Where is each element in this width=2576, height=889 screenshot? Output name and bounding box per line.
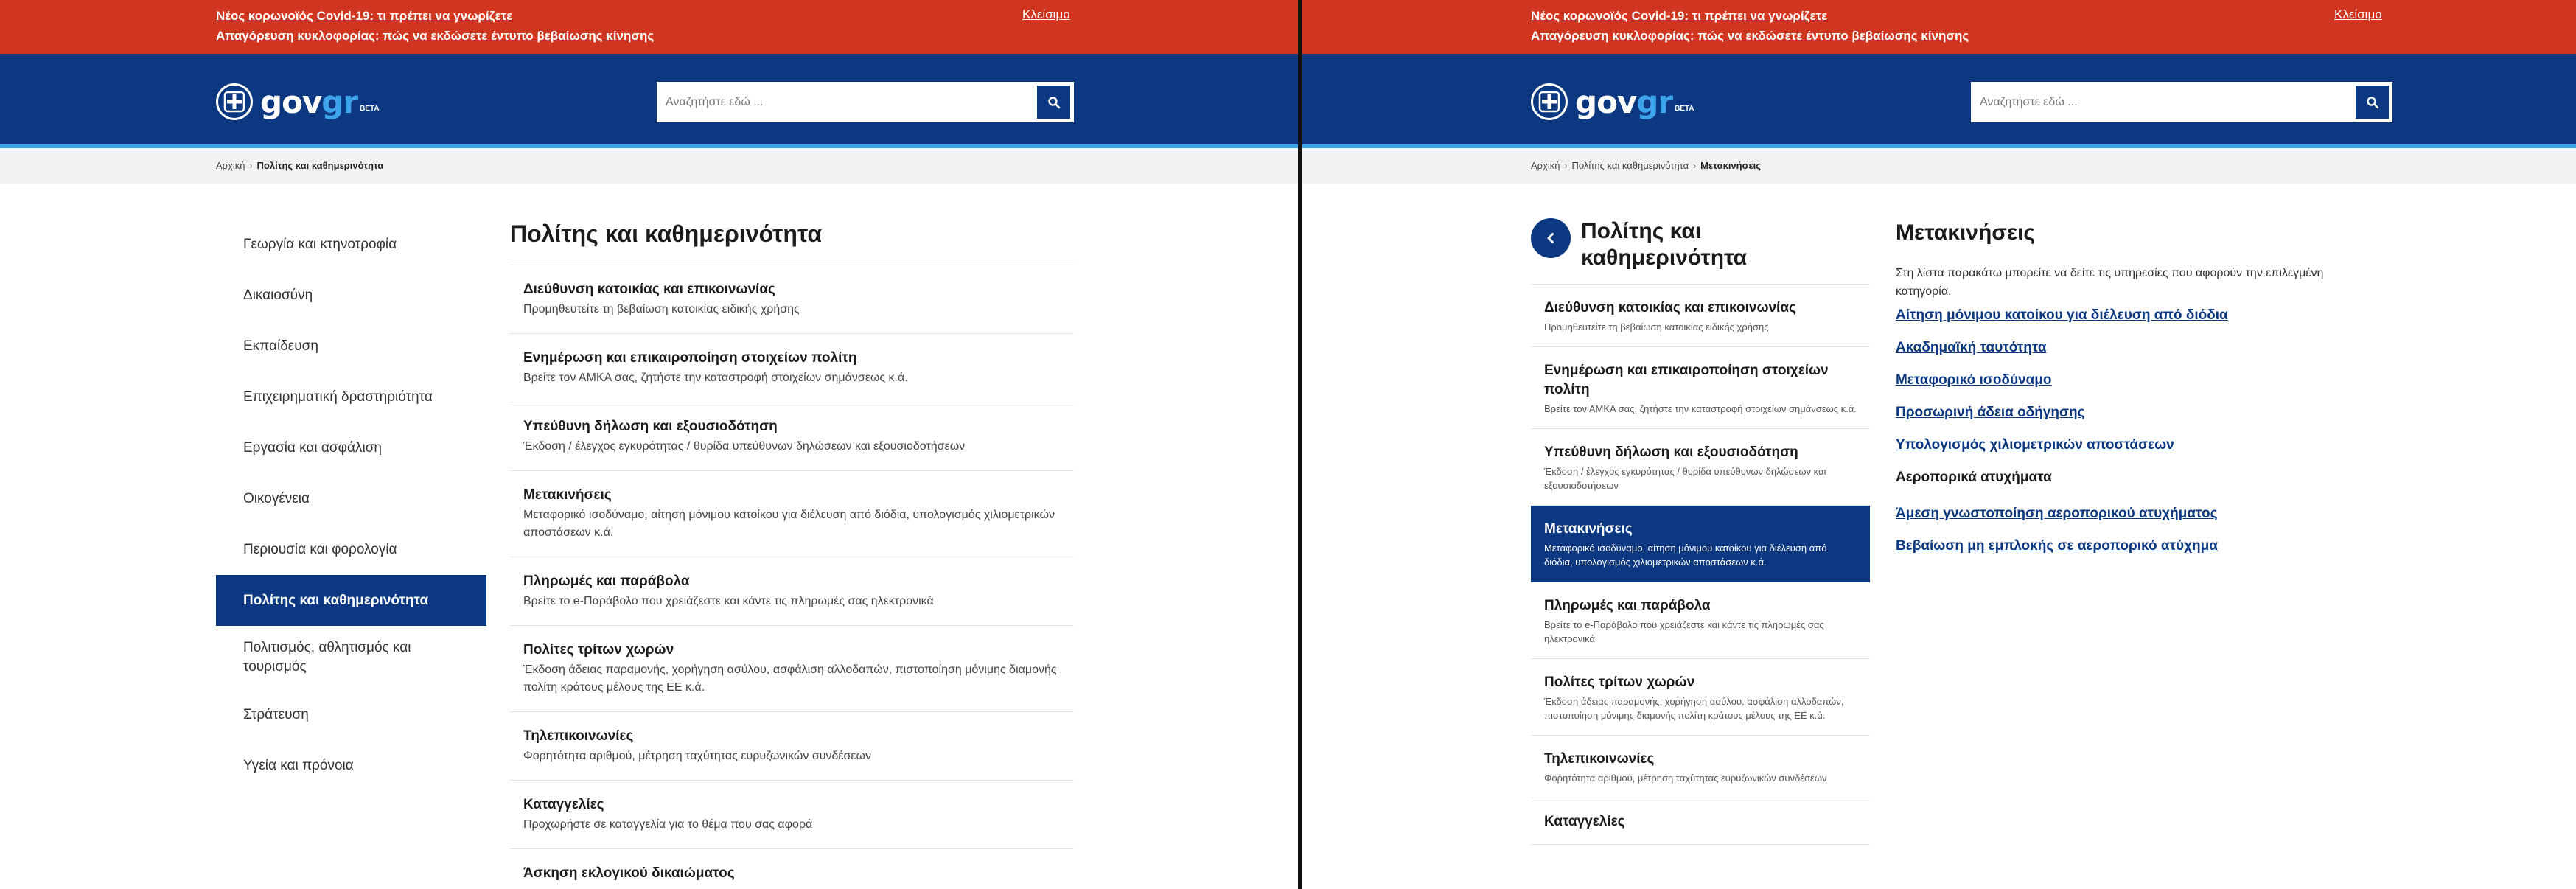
topic-title: Πληρωμές και παράβολα <box>1544 598 1711 613</box>
topic-item-residence[interactable] <box>510 265 1074 334</box>
search-icon <box>1047 96 1061 109</box>
topic-list <box>510 265 1074 889</box>
back-button[interactable] <box>1531 218 1571 258</box>
topic-item-declarations[interactable] <box>510 402 1074 471</box>
sidebar-item-education[interactable]: Εκπαίδευση <box>243 338 318 354</box>
topic-title: Τηλεπικοινωνίες <box>1544 751 1655 767</box>
topic-title: Πολίτες τρίτων χωρών <box>523 642 674 658</box>
logo-text <box>1575 84 1672 120</box>
topic-item-telecom[interactable] <box>1531 736 1870 798</box>
sidebar-item-employment[interactable]: Εργασία και ασφάλιση <box>243 439 382 456</box>
topic-desc: Βρείτε το e-Παράβολο που χρειάζεστε και κάντε τις πληρωμές σας ηλεκτρονικά <box>523 595 934 607</box>
breadcrumb-current: Μετακινήσεις <box>1700 160 1762 171</box>
sidebar-item-agriculture[interactable]: Γεωργία και κτηνοτροφία <box>243 236 397 252</box>
topic-title: Μετακινήσεις <box>1544 521 1633 537</box>
beta-badge: BETA <box>1675 104 1694 113</box>
emblem-icon <box>216 83 253 120</box>
logo-gov: gov <box>1575 83 1637 120</box>
govgr-logo[interactable] <box>1531 83 1694 120</box>
topic-desc: Έκδοση άδειας παραμονής, χορήγηση ασύλου, ασφάλιση αλλοδαπών, πιστοποίηση μόνιμης διαμονής πολίτη κράτους μέλους της ΕΕ κ.ά. <box>523 663 1057 694</box>
topic-title: Ενημέρωση και επικαιροποίηση στοιχείων πολίτη <box>1544 363 1829 397</box>
sidebar-item-citizen[interactable]: Πολίτης και καθημερινότητα <box>216 575 486 626</box>
search-button[interactable] <box>2356 86 2389 119</box>
service-link-distance-calc[interactable]: Υπολογισμός χιλιομετρικών αποστάσεων <box>1896 437 2174 453</box>
sidebar-item-family[interactable]: Οικογένεια <box>243 490 310 506</box>
topic-item-third-country[interactable] <box>510 626 1074 712</box>
topic-item-residence[interactable] <box>1531 285 1870 347</box>
service-links <box>1896 305 2397 455</box>
logo-gr: gr <box>1636 83 1673 120</box>
search-box <box>1971 82 2392 122</box>
movement-certificate-link[interactable]: Απαγόρευση κυκλοφορίας: πώς να εκδώσετε έντυπο βεβαίωσης κίνησης <box>1531 29 1969 43</box>
search-input[interactable] <box>1980 83 2347 121</box>
sidebar-item-justice[interactable]: Δικαιοσύνη <box>243 287 313 303</box>
air-accidents-heading: Αεροπορικά ατυχήματα <box>1896 470 2052 485</box>
category-header <box>1531 218 1870 271</box>
topic-desc: Φορητότητα αριθμού, μέτρηση ταχύτητας ευρυζωνικών συνδέσεων <box>523 750 871 762</box>
logo-text <box>260 84 357 120</box>
sidebar-item-health[interactable]: Υγεία και πρόνοια <box>243 757 354 773</box>
site-header <box>1302 54 2576 148</box>
movement-certificate-link[interactable]: Απαγόρευση κυκλοφορίας: πώς να εκδώσετε έντυπο βεβαίωσης κίνησης <box>216 29 655 43</box>
topic-title: Μετακινήσεις <box>523 487 612 503</box>
right-browser-pane <box>1302 0 2576 889</box>
topic-title: Υπεύθυνη δήλωση και εξουσιοδότηση <box>1544 444 1798 460</box>
intro-line-2: κατηγορία. <box>1896 285 1952 298</box>
sidebar-item-culture[interactable]: Πολιτισμός, αθλητισμός και τουρισμός <box>243 640 411 674</box>
breadcrumb-home[interactable]: Αρχική <box>216 160 245 171</box>
service-link-accident-report[interactable]: Άμεση γνωστοποίηση αεροπορικού ατυχήματος <box>1896 506 2218 521</box>
air-accident-links <box>1896 503 2397 556</box>
topic-title: Τηλεπικοινωνίες <box>523 728 634 744</box>
topic-title: Πολίτες τρίτων χωρών <box>1544 674 1695 690</box>
service-link-toll-resident[interactable]: Αίτηση μόνιμου κατοίκου για διέλευση από διόδια <box>1896 307 2228 323</box>
topic-item-transport[interactable] <box>510 471 1074 557</box>
topic-desc: Βρείτε το e-Παράβολο που χρειάζεστε και κάντε τις πληρωμές σας ηλεκτρονικά <box>1544 619 1824 644</box>
topic-desc: Μεταφορικό ισοδύναμο, αίτηση μόνιμου κατοίκου για διέλευση από διόδια, υπολογισμός χιλιομετρικών αποστάσεων κ.ά. <box>523 509 1055 539</box>
site-header <box>0 54 1298 148</box>
topic-title: Καταγγελίες <box>1544 814 1625 829</box>
service-link-transport-equivalent[interactable]: Μεταφορικό ισοδύναμο <box>1896 372 2052 388</box>
search-button[interactable] <box>1037 86 1070 119</box>
topic-title: Διεύθυνση κατοικίας και επικοινωνίας <box>523 282 775 297</box>
intro-line-1: Στη λίστα παρακάτω μπορείτε να δείτε τις υπηρεσίες που αφορούν την επιλεγμένη <box>1896 267 2324 279</box>
alert-close-link[interactable]: Κλείσιμο <box>1022 7 1070 21</box>
sidebar-item-business[interactable]: Επιχειρηματική δραστηριότητα <box>243 388 433 405</box>
breadcrumb-bar <box>0 148 1298 184</box>
topic-item-complaints[interactable] <box>1531 798 1870 845</box>
search-input[interactable] <box>666 83 1028 121</box>
beta-badge: BETA <box>360 104 380 113</box>
subcategory-intro <box>1896 264 2382 301</box>
chevron-right-icon: › <box>249 160 253 171</box>
category-topics <box>510 219 1074 889</box>
service-link-academic-id[interactable]: Ακαδημαϊκή ταυτότητα <box>1896 340 2047 355</box>
topic-item-declarations[interactable] <box>1531 429 1870 506</box>
topic-desc: Μεταφορικό ισοδύναμο, αίτηση μόνιμου κατοίκου για διέλευση από διόδια, υπολογισμός χιλιομετρικών αποστάσεων κ.ά. <box>1544 543 1827 568</box>
topic-title: Ενημέρωση και επικαιροποίηση στοιχείων πολίτη <box>523 350 857 366</box>
emblem-icon <box>1531 83 1568 120</box>
topic-desc: Προμηθευτείτε τη βεβαίωση κατοικίας ειδικής χρήσης <box>1544 321 1769 332</box>
chevron-right-icon: › <box>1693 160 1697 171</box>
covid-info-link[interactable]: Νέος κορωνοϊός Covid-19: τι πρέπει να γνωρίζετε <box>1531 9 1828 23</box>
topic-item-transport[interactable] <box>1531 506 1870 582</box>
topic-item-complaints[interactable] <box>510 781 1074 849</box>
breadcrumb-current: Πολίτης και καθημερινότητα <box>256 160 384 171</box>
breadcrumb-bar <box>1302 148 2576 184</box>
topic-desc: Βρείτε τον ΑΜΚΑ σας, ζητήστε την καταστροφή στοιχείων σημάνσεως κ.ά. <box>523 372 908 384</box>
subcategory-title: Μετακινήσεις <box>1896 220 2035 245</box>
covid-info-link[interactable]: Νέος κορωνοϊός Covid-19: τι πρέπει να γνωρίζετε <box>216 9 513 23</box>
topic-item-payments[interactable] <box>510 557 1074 626</box>
topic-item-payments[interactable] <box>1531 582 1870 659</box>
alert-close-link[interactable]: Κλείσιμο <box>2334 7 2382 21</box>
topic-list <box>1531 284 1870 845</box>
govgr-logo[interactable] <box>216 83 380 120</box>
topic-title: Καταγγελίες <box>523 797 604 812</box>
page-title: Πολίτης και καθημερινότητα <box>510 220 823 247</box>
topic-desc: Έκδοση / έλεγχος εγκυρότητας / θυρίδα υπεύθυνων δηλώσεων και εξουσιοδοτήσεων <box>1544 466 1826 491</box>
alert-banner <box>0 0 1298 54</box>
logo-gov: gov <box>260 83 322 120</box>
topic-item-telecom[interactable] <box>510 712 1074 781</box>
service-link-non-involvement[interactable]: Βεβαίωση μη εμπλοκής σε αεροπορικό ατύχημα <box>1896 538 2218 554</box>
topic-title: Πληρωμές και παράβολα <box>523 574 690 589</box>
breadcrumb-home[interactable]: Αρχική <box>1531 160 1560 171</box>
topic-title: Διεύθυνση κατοικίας και επικοινωνίας <box>1544 300 1796 315</box>
breadcrumb <box>1531 160 1761 171</box>
topic-desc: Βρείτε τον ΑΜΚΑ σας, ζητήστε την καταστροφή στοιχείων σημάνσεως κ.ά. <box>1544 403 1857 414</box>
category-title: Πολίτης και καθημερινότητα <box>1581 219 1748 270</box>
topic-item-citizen-data[interactable] <box>510 334 1074 402</box>
chevron-left-icon <box>1545 232 1557 244</box>
chevron-right-icon: › <box>1564 160 1568 171</box>
breadcrumb <box>216 160 383 171</box>
topic-title: Υπεύθυνη δήλωση και εξουσιοδότηση <box>523 419 778 434</box>
search-icon <box>2366 96 2379 109</box>
service-link-temp-license[interactable]: Προσωρινή άδεια οδήγησης <box>1896 405 2085 420</box>
sidebar-item-military[interactable]: Στράτευση <box>243 706 309 722</box>
logo-gr: gr <box>321 83 358 120</box>
sidebar-item-property-tax[interactable]: Περιουσία και φορολογία <box>243 541 397 557</box>
search-box <box>657 82 1074 122</box>
topic-item-voting[interactable] <box>510 849 1074 889</box>
topic-desc: Προμηθευτείτε τη βεβαίωση κατοικίας ειδικής χρήσης <box>523 303 800 315</box>
topic-desc: Φορητότητα αριθμού, μέτρηση ταχύτητας ευρυζωνικών συνδέσεων <box>1544 773 1827 784</box>
subcategory-detail <box>1896 218 2397 568</box>
topic-item-citizen-data[interactable] <box>1531 347 1870 429</box>
category-sidebar <box>216 219 486 791</box>
topic-desc: Έκδοση άδειας παραμονής, χορήγηση ασύλου, ασφάλιση αλλοδαπών, πιστοποίηση μόνιμης διαμονής πολίτη κράτους μέλους της ΕΕ κ.ά. <box>1544 696 1844 721</box>
topic-title: Άσκηση εκλογικού δικαιώματος <box>523 865 735 881</box>
topic-item-third-country[interactable] <box>1531 659 1870 736</box>
alert-banner <box>1302 0 2576 54</box>
topic-desc: Προχωρήστε σε καταγγελία για το θέμα που σας αφορά <box>523 818 813 831</box>
topic-desc: Έκδοση / έλεγχος εγκυρότητας / θυρίδα υπεύθυνων δηλώσεων και εξουσιοδοτήσεων <box>523 440 966 453</box>
breadcrumb-parent[interactable]: Πολίτης και καθημερινότητα <box>1571 160 1689 171</box>
